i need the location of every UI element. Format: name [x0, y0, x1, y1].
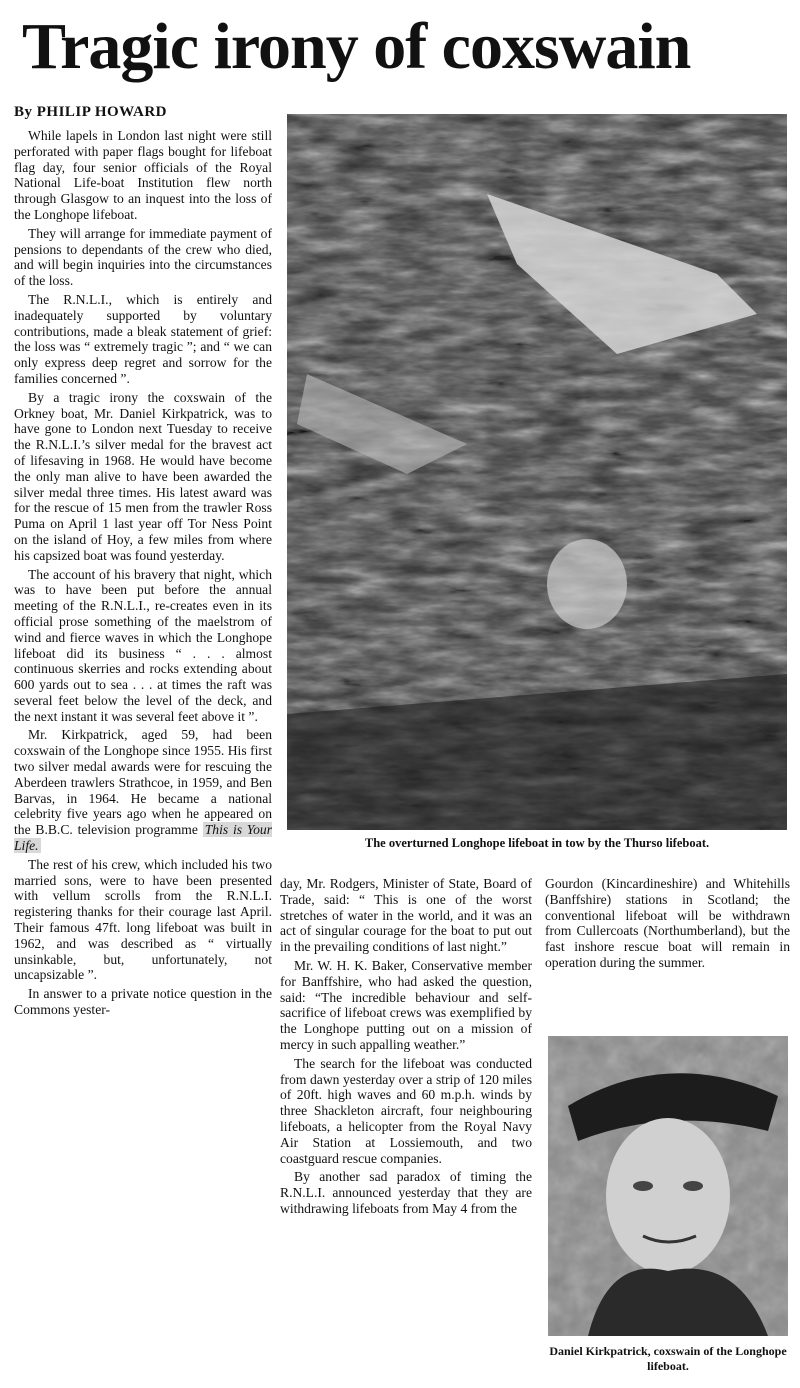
paragraph: The R.N.L.I., which is entirely and inadequately supported by voluntary contributions, made a bleak statement of grief: the loss was “ extremely tragic ”; and “ we can only express deep regret and sorrow for the families concerned ”.	[14, 291, 272, 386]
paragraph: In answer to a private notice question in the Commons yester-	[14, 986, 272, 1018]
article-column-3	[545, 876, 790, 1026]
paragraph: day, Mr. Rodgers, Minister of State, Board of Trade, said: “ This is one of the worst stretches of water in the world, and it was an act of singular courage for the boat to put out in the prevailing conditions of last night.”	[280, 876, 532, 955]
headline: Tragic irony of coxswain	[22, 10, 691, 83]
paragraph: The account of his bravery that night, which was to have been put before the annual meeting of the R.N.L.I., re-creates even in its official prose something of the maelstrom of wind and fierce waves in which the Longhope lifeboat did its business “ . . . almost continuous skerries and rocks extending about 600 yards out to sea . . . at times the raft was several feet below the level of the deck, and the next instant it was several feet above it ”.	[14, 566, 272, 724]
portrait-photo-image	[548, 1036, 788, 1336]
paragraph: The rest of his crew, which included his two married sons, were to have been presented with vellum scrolls from the R.N.L.I. registering thanks for their courage last April. Their famous 47ft. long lifeboat was built in 1962, and was described as “ virtually unsinkable, but, unfortunately, not uncapsizable ”.	[14, 856, 272, 983]
lifeboat-photo-image	[287, 114, 787, 830]
paragraph: While lapels in London last night were still perforated with paper flags bought for lifeboat flag day, four senior officials of the Royal National Life-boat Institution flew north through Glasgow to an inquest into the loss of the Longhope lifeboat.	[14, 128, 272, 222]
lifeboat-photo	[287, 114, 787, 830]
paragraph-text: Mr. Kirkpatrick, aged 59, had been coxswain of the Longhope since 1955. His first two silver medal awards were for rescuing the Aberdeen trawlers Strathcoe, in 1959, and Ben Barvas, in 1964. He became a national celebrity five years ago when he appeared on the B.B.C. television programme	[14, 727, 272, 838]
paragraph: By another sad paradox of timing the R.N.L.I. announced yesterday that they are withdrawing lifeboats from May 4 from the	[280, 1169, 532, 1216]
paragraph: They will arrange for immediate payment of pensions to dependants of the crew who died, and will begin inquiries into the circumstances of the loss.	[14, 225, 272, 289]
paragraph: Mr. W. H. K. Baker, Conservative member for Banffshire, who had asked the question, said: “The incredible behaviour and self-sacrifice of lifeboat crews was exemplified by the Longhope putting out on a mission of mercy in such appalling weather.”	[280, 957, 532, 1052]
portrait-photo	[548, 1036, 788, 1336]
portrait-photo-caption: Daniel Kirkpatrick, coxswain of the Longhope lifeboat.	[549, 1344, 787, 1373]
paragraph: By a tragic irony the coxswain of the Orkney boat, Mr. Daniel Kirkpatrick, was to have gone to London next Tuesday to receive the R.N.L.I.’s silver medal for the bravest act of lifesaving in 1968. He would have become the only man alive to have been awarded the silver medal three times. His latest award was for the rescue of 15 men from the trawler Ross Puma on April 1 last year off Tor Ness Point on the island of Hoy, a few miles from where his capsized boat was found yesterday.	[14, 389, 272, 563]
article-column-2	[280, 876, 532, 1382]
programme-title-highlight: This is Your Life.	[14, 822, 272, 854]
paragraph: The search for the lifeboat was conducted from dawn yesterday over a strip of 120 miles of 20ft. high waves and 60 m.p.h. winds by three Shackleton aircraft, four neighbouring lifeboats, a helicopter from the Royal Navy Air Station at Lossiemouth, and two coastguard rescue companies.	[280, 1055, 532, 1166]
byline: By PHILIP HOWARD	[14, 104, 168, 120]
paragraph: Gourdon (Kincardineshire) and Whitehills (Banffshire) stations in Scotland; the conventional lifeboat will be withdrawn from Cullercoats (Northumberland), but the fast inshore rescue boat will remain in operation during the summer.	[545, 876, 790, 970]
lifeboat-photo-caption: The overturned Longhope lifeboat in tow by the Thurso lifeboat.	[364, 836, 710, 850]
article-column-1	[14, 128, 272, 1383]
paragraph	[14, 727, 272, 853]
